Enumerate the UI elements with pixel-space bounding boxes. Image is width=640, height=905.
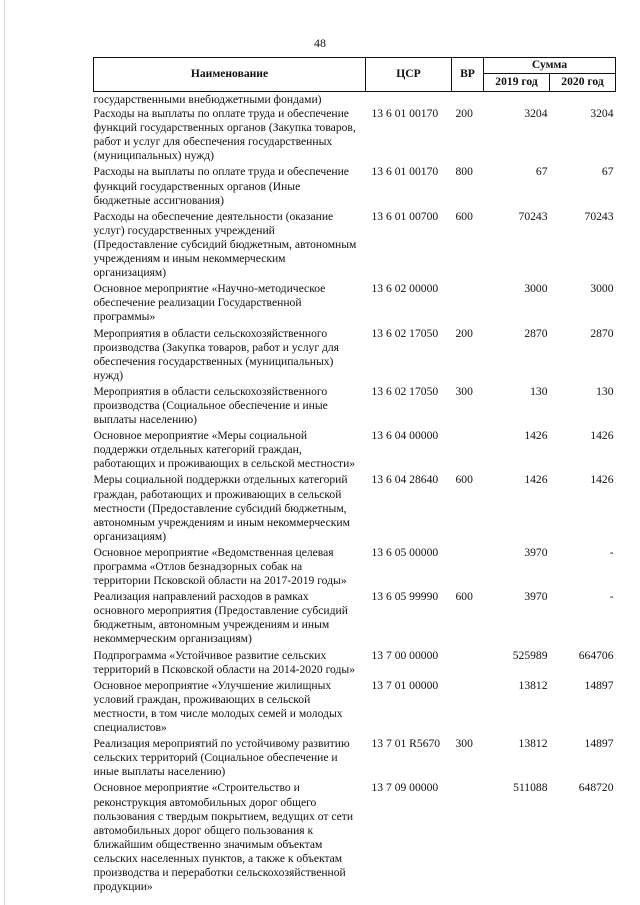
row-csr: 13 6 01 00700: [371, 209, 439, 223]
budget-table-container: [93, 57, 615, 896]
table-row: [94, 429, 616, 473]
row-vr: [452, 546, 484, 590]
row-csr: 13 7 00 00000: [371, 648, 439, 662]
row-sum-2019: 70243: [518, 209, 548, 223]
budget-table: [93, 57, 616, 896]
table-row: [94, 327, 616, 385]
row-csr: 13 6 02 00000: [371, 282, 439, 296]
row-sum-2019: 130: [530, 384, 548, 398]
row-csr: 13 6 01 00170: [371, 165, 439, 179]
row-name: Основное мероприятие «Улучшение жилищных условий граждан, проживающих в сельской местности, в том числе молодых семей и молодых специалистов»: [93, 678, 343, 735]
row-csr: 13 6 04 28640: [371, 473, 439, 487]
header-vr: ВР: [452, 58, 484, 92]
table-row: [94, 590, 616, 648]
row-name: Подпрограмма «Устойчивое развитие сельских территорий в Псковской области на 2014-2020 годы»: [93, 648, 356, 676]
row-sum-2019: 67: [535, 165, 548, 179]
page-number: 48: [314, 36, 326, 50]
table-row: [94, 649, 616, 679]
row-name: Мероприятия в области сельскохозяйственного производства (Закупка товаров, работ и услуг для обеспечения государственных (муниципальных) нужд): [93, 326, 339, 382]
row-csr: 13 7 01 00000: [371, 678, 439, 692]
row-csr: 13 6 01 00170: [371, 107, 439, 121]
row-sum-2020: 14897: [584, 678, 614, 692]
row-name: Основное мероприятие «Научно-методическое обеспечение реализации Государственной программы»: [93, 282, 326, 324]
table-row: [94, 473, 616, 545]
row-csr: [366, 92, 452, 108]
row-name: Меры социальной поддержки отдельных категорий граждан, работающих и проживающих в сельской местности (Предоставление субсидий бюджетным, автономным учреждениям и иным некоммерческим организациям): [93, 473, 350, 543]
row-sum-2019: 511088: [513, 781, 548, 795]
row-name: Реализация направлений расходов в рамках основного мероприятия (Предоставление субсидий бюджетным, автономным учреждениям и иным некоммерческим организациям): [93, 590, 348, 646]
row-name: Расходы на выплаты по оплате труда и обеспечение функций государственных органов (Иные бюджетные ассигнования): [93, 165, 349, 207]
row-sum-2020: 3204: [590, 107, 614, 121]
row-sum-2020: -: [609, 590, 614, 604]
row-sum-2019: 13812: [518, 678, 548, 692]
row-sum-2019: 3000: [524, 282, 548, 296]
row-csr: 13 6 02 17050: [371, 384, 439, 398]
row-name: Мероприятия в области сельскохозяйственного производства (Социальное обеспечение и иные выплаты населению): [93, 384, 328, 427]
row-vr: 600: [455, 209, 473, 223]
row-name: Основное мероприятие «Меры социальной поддержки отдельных категорий граждан, работающих и проживающих в сельской местности»: [93, 429, 356, 471]
row-name: Основное мероприятие «Ведомственная целевая программа «Отлов безнадзорных собак на территории Псковской области на 2017-2019 годы»: [93, 545, 347, 588]
row-vr: [452, 679, 484, 737]
row-csr: 13 6 05 99990: [371, 590, 439, 604]
table-header: [94, 58, 616, 92]
row-sum-2019: 1426: [524, 473, 548, 487]
row-vr: 800: [455, 165, 473, 179]
row-vr: [452, 92, 484, 108]
scan-margin-line: [4, 0, 5, 905]
row-vr: [452, 429, 484, 473]
row-sum-2020: 1426: [590, 429, 614, 443]
row-vr: 600: [455, 590, 473, 604]
row-vr: 300: [455, 737, 473, 751]
row-name: Расходы на обеспечение деятельности (оказание услуг) государственных учреждений (Предоставление субсидий бюджетным, автономным учреждениям и иным некоммерческим организациям): [93, 209, 357, 280]
table-row: [94, 781, 616, 896]
row-csr: 13 6 02 17050: [371, 326, 439, 340]
row-vr: [452, 282, 484, 326]
table-row: [94, 92, 616, 108]
row-vr: 600: [455, 473, 473, 487]
row-sum-2019: 13812: [518, 737, 548, 751]
table-row: [94, 282, 616, 326]
table-row: [94, 385, 616, 429]
row-sum-2019: [484, 92, 550, 108]
row-sum-2019: 2870: [524, 326, 548, 340]
row-vr: 300: [455, 384, 473, 398]
row-vr: 200: [455, 326, 473, 340]
header-name: Наименование: [94, 58, 366, 92]
row-vr: [452, 781, 484, 896]
row-sum-2020: 14897: [584, 737, 614, 751]
row-sum-2020: 70243: [584, 209, 614, 223]
table-row: [94, 210, 616, 282]
row-sum-2020: 664706: [578, 648, 614, 662]
row-sum-2019: 1426: [524, 429, 548, 443]
row-sum-2019: 3970: [524, 545, 548, 559]
row-csr: 13 6 04 00000: [371, 429, 439, 443]
table-body: [94, 92, 616, 897]
table-row: [94, 546, 616, 590]
header-year-2019: 2019 год: [484, 73, 550, 91]
row-sum-2019: 3204: [524, 107, 548, 121]
row-sum-2020: 648720: [578, 781, 614, 795]
header-year-2020: 2020 год: [550, 73, 616, 91]
row-name: государственными внебюджетными фондами): [93, 93, 322, 106]
row-name: Реализация мероприятий по устойчивому развитию сельских территорий (Социальное обеспечение и иные выплаты населению): [93, 737, 350, 779]
row-sum-2020: 3000: [590, 282, 614, 296]
row-sum-2019: 3970: [524, 590, 548, 604]
header-sum: Сумма: [484, 58, 616, 74]
row-name: Расходы на выплаты по оплате труда и обеспечение функций государственных органов (Закупка товаров, работ и услуг для обеспечения государственных (муниципальных) нужд): [93, 107, 356, 163]
header-csr: ЦСР: [366, 58, 452, 92]
table-row: [94, 737, 616, 781]
row-vr: [452, 649, 484, 679]
row-sum-2019: 525989: [512, 648, 548, 662]
table-row: [94, 165, 616, 209]
table-row: [94, 679, 616, 737]
row-sum-2020: [550, 92, 616, 108]
row-sum-2020: -: [609, 545, 614, 559]
row-csr: 13 7 01 R5670: [371, 737, 441, 751]
row-sum-2020: 67: [601, 165, 614, 179]
row-csr: 13 6 05 00000: [371, 545, 439, 559]
table-row: [94, 107, 616, 165]
row-name: Основное мероприятие «Строительство и реконструкция автомобильных дорог общего пользования с твердым покрытием, ведущих от сети автомобильных дорог общего пользования к ближайшим общественно значимым объектам сельских населенных пунктов, а также к объектам производства и переработки сельскохозяйственной продукции»: [93, 781, 354, 894]
row-csr: 13 7 09 00000: [371, 781, 439, 795]
row-vr: 200: [455, 107, 473, 121]
row-sum-2020: 130: [596, 384, 614, 398]
row-sum-2020: 1426: [590, 473, 614, 487]
row-sum-2020: 2870: [590, 326, 614, 340]
